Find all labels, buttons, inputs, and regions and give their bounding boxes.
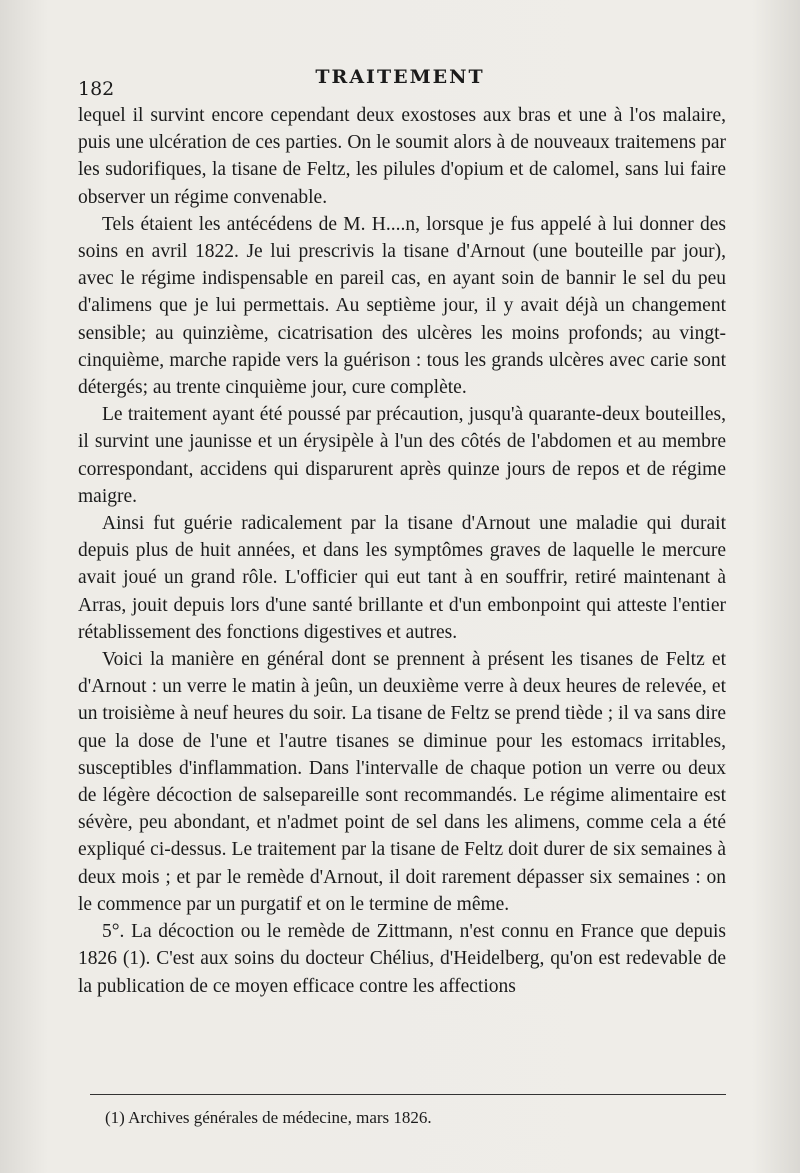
paragraph: Voici la manière en général dont se prennent à présent les tisanes de Feltz et d'Arnout : un verre le matin à jeûn, un deuxième verre à deux heures de relevée, et un troisième à neuf heures du soir. La tisane de Feltz se prend tiède ; il va sans dire que la dose de l'une et l'autre tisanes se diminue pour les estomacs irritables, susceptibles d'inflammation. Dans l'intervalle de chaque potion un verre ou deux de légère décoction de salsepareille sont recommandés. Le régime alimentaire est sévère, peu abondant, et n'admet point de sel dans les alimens, comme cela a été expliqué ci-dessus. Le traitement par la tisane de Feltz doit durer de six semaines à deux mois ; et par le remède d'Arnout, il doit rarement dépasser six semaines : on le commence par un purgatif et on le termine de même. xyxy=(78,649,726,915)
footnote: (1) Archives générales de médecine, mars 1826. xyxy=(105,1108,432,1127)
page-number: 182 xyxy=(78,78,115,100)
paragraph: lequel il survint encore cependant deux exostoses aux bras et une à l'os malaire, puis une ulcération de ces parties. On le soumit alors à de nouveaux traitemens par les sudorifiques, la tisane de Feltz, les pilules d'opium et de calomel, sans lui faire observer un régime convenable. xyxy=(78,105,726,208)
page-header xyxy=(0,66,800,100)
footnote-rule xyxy=(90,1094,726,1095)
paragraph: 5°. La décoction ou le remède de Zittmann, n'est connu en France que depuis 1826 (1). C'est aux soins du docteur Chélius, d'Heidelberg, qu'on est redevable de la publication de ce moyen efficace contre les affections xyxy=(78,921,726,997)
paragraph: Ainsi fut guérie radicalement par la tisane d'Arnout une maladie qui durait depuis plus de huit années, et dans les symptômes graves de laquelle le mercure avait joué un grand rôle. L'officier qui eut tant à en souffrir, retiré maintenant à Arras, jouit depuis lors d'une santé brillante et d'un embonpoint qui atteste l'entier rétablissement des fonctions digestives et autres. xyxy=(78,513,726,643)
paragraph: Tels étaient les antécédens de M. H....n, lorsque je fus appelé à lui donner des soins en avril 1822. Je lui prescrivis la tisane d'Arnout (une bouteille par jour), avec le régime indispensable en pareil cas, en ayant soin de bannir le sel du peu d'alimens que je lui permettais. Au septième jour, il y avait déjà un changement sensible; au quinzième, cicatrisation des ulcères les moins profonds; au vingt-cinquième, marche rapide vers la guérison : tous les grands ulcères avec carie sont détergés; au trente cinquième jour, cure complète. xyxy=(78,213,726,399)
running-title: TRAITEMENT xyxy=(315,66,485,88)
paragraph: Le traitement ayant été poussé par précaution, jusqu'à quarante-deux bouteilles, il survint une jaunisse et un érysipèle à l'un des côtés de l'abdomen et au membre correspondant, accidens qui disparurent après quinze jours de repos et de régime maigre. xyxy=(78,404,726,507)
body-text xyxy=(78,102,726,1000)
